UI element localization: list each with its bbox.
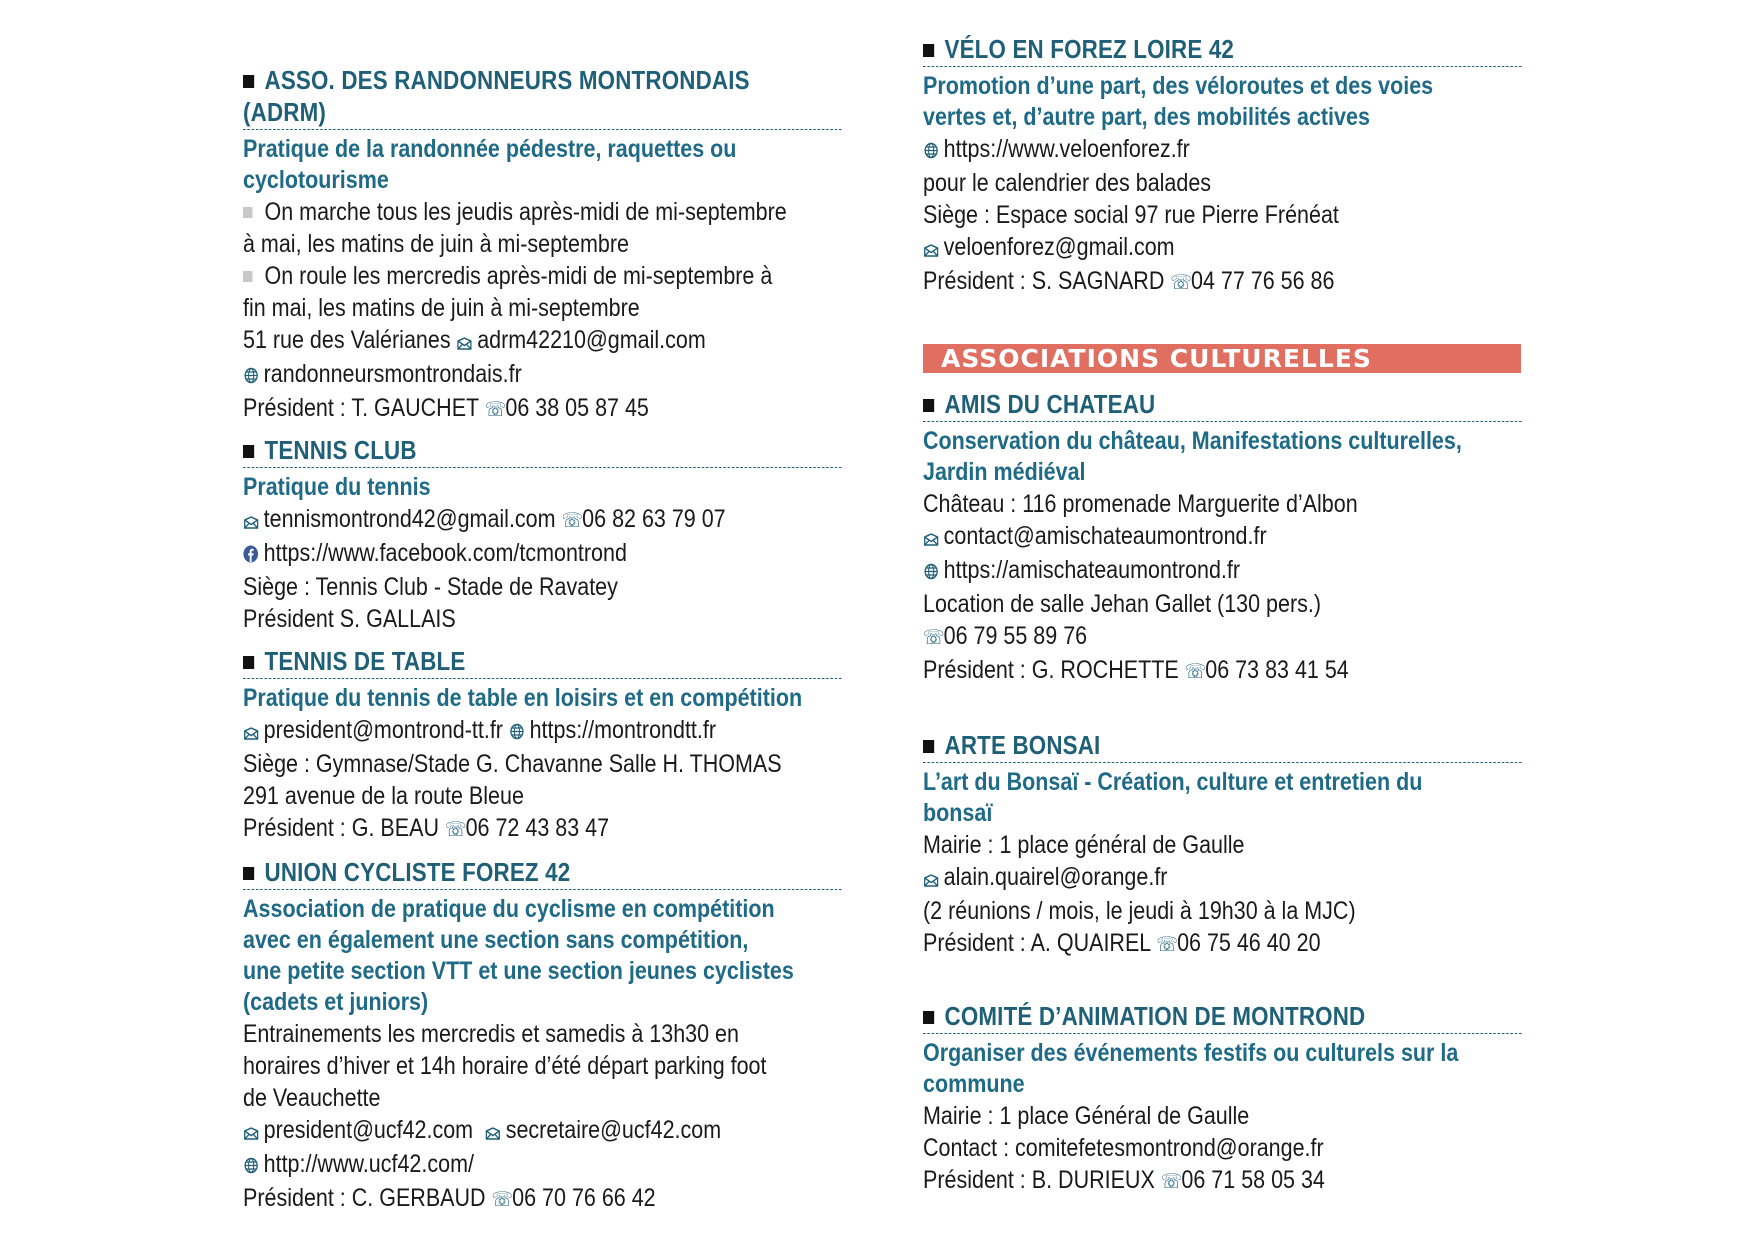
- envelope-icon: [243, 505, 258, 537]
- president-line: Président : A. QUAIREL ☏06 75 46 40 20: [923, 927, 1522, 961]
- website-link[interactable]: https://montrondtt.fr: [529, 716, 716, 744]
- section-banner-culturelles: [923, 344, 1521, 373]
- email-link[interactable]: veloenforez@gmail.com: [943, 233, 1175, 261]
- email-link[interactable]: contact@amischateaumontrond.fr: [943, 522, 1267, 550]
- phone-number[interactable]: 06 70 76 66 42: [512, 1184, 656, 1212]
- entry-adrm: [243, 64, 843, 426]
- address-line: Château : 116 promenade Marguerite d’Albon: [923, 490, 1358, 518]
- facebook-line: [243, 537, 842, 571]
- globe-icon: [923, 135, 938, 167]
- contact-line: [243, 714, 842, 748]
- email-line: [923, 861, 1522, 895]
- entry-tennis-club: [243, 434, 843, 635]
- section-banner-label: ASSOCIATIONS CULTURELLES: [941, 344, 1372, 373]
- phone-icon: ☏: [484, 399, 507, 421]
- phone-number[interactable]: 06 82 63 79 07: [582, 505, 726, 533]
- phone-icon: ☏: [444, 819, 467, 841]
- envelope-icon: [243, 1116, 258, 1148]
- entry-title: TENNIS CLUB: [243, 434, 842, 468]
- entry-velo-forez: [923, 33, 1523, 299]
- phone-icon: ☏: [1170, 272, 1192, 294]
- phone-number[interactable]: 06 38 05 87 45: [505, 394, 649, 422]
- grey-bullet-icon: [243, 271, 252, 282]
- text-line: de Veauchette: [243, 1084, 381, 1112]
- phone-icon: ☏: [923, 627, 945, 649]
- president-line: Président : G. BEAU ☏06 72 43 83 47: [243, 812, 842, 846]
- siege-line: Siège : Gymnase/Stade G. Chavanne Salle H. THOMAS: [243, 750, 782, 778]
- location-phone-line: [923, 620, 1522, 654]
- entry-title: UNION CYCLISTE FOREZ 42: [243, 856, 842, 890]
- email-link[interactable]: alain.quairel@orange.fr: [943, 863, 1168, 891]
- address-line: [243, 324, 842, 358]
- phone-icon: ☏: [1160, 1171, 1183, 1193]
- envelope-icon: [923, 863, 938, 895]
- president-line: Président : B. DURIEUX ☏06 71 58 05 34: [923, 1164, 1522, 1198]
- meetings-line: (2 réunions / mois, le jeudi à 19h30 à la MJC): [923, 897, 1356, 925]
- bullet-item-cont: fin mai, les matins de juin à mi-septembre: [243, 294, 640, 322]
- facebook-icon: [243, 539, 258, 571]
- globe-icon: [923, 556, 938, 588]
- square-bullet-icon: [923, 740, 934, 753]
- president-line: Président : C. GERBAUD ☏06 70 76 66 42: [243, 1182, 842, 1216]
- entry-subtitle: Pratique du tennis de table en loisirs et en compétition: [243, 684, 803, 712]
- entry-title: ARTE BONSAI: [923, 729, 1522, 763]
- square-bullet-icon: [243, 75, 254, 88]
- contact-line: Contact : comitefetesmontrond@orange.fr: [923, 1134, 1324, 1162]
- president-line: Président S. GALLAIS: [243, 605, 456, 633]
- phone-icon: ☏: [491, 1189, 514, 1211]
- entry-subtitle: Organiser des événements festifs ou culturels sur la commune: [923, 1039, 1459, 1098]
- entry-union-cycliste: [243, 856, 843, 1216]
- location-line: Location de salle Jehan Gallet (130 pers.): [923, 590, 1321, 618]
- phone-icon: ☏: [1184, 661, 1207, 683]
- entry-subtitle: Association de pratique du cyclisme en compétition avec en également une section sans compétition, une petite section VTT et une section jeunes cyclistes (cadets et juniors): [243, 895, 794, 1016]
- email-link[interactable]: president@ucf42.com: [263, 1116, 474, 1144]
- website-link[interactable]: http://www.ucf42.com/: [263, 1150, 474, 1178]
- envelope-icon: [923, 522, 938, 554]
- text-line: pour le calendrier des balades: [923, 169, 1212, 197]
- email-line: [923, 231, 1522, 265]
- entry-subtitle: Pratique de la randonnée pédestre, raquettes ou cyclotourisme: [243, 135, 737, 194]
- square-bullet-icon: [243, 867, 254, 880]
- phone-number[interactable]: 04 77 76 56 86: [1190, 267, 1335, 295]
- phone-number[interactable]: 06 75 46 40 20: [1177, 929, 1321, 957]
- entry-title: VÉLO EN FOREZ LOIRE 42: [923, 33, 1522, 67]
- entry-title: COMITÉ D’ANIMATION DE MONTROND: [923, 1000, 1522, 1034]
- phone-number[interactable]: 06 73 83 41 54: [1205, 656, 1349, 684]
- entry-comite-animation: [923, 1000, 1523, 1198]
- siege-line: Siège : Tennis Club - Stade de Ravatey: [243, 573, 618, 601]
- envelope-icon: [485, 1116, 500, 1148]
- square-bullet-icon: [923, 399, 934, 412]
- website-line: [923, 554, 1522, 588]
- entry-title: AMIS DU CHATEAU: [923, 388, 1522, 422]
- text-line: horaires d’hiver et 14h horaire d’été départ parking foot: [243, 1052, 767, 1080]
- phone-number[interactable]: 06 79 55 89 76: [943, 622, 1088, 650]
- facebook-link[interactable]: https://www.facebook.com/tcmontrond: [263, 539, 627, 567]
- entry-subtitle: Conservation du château, Manifestations culturelles, Jardin médiéval: [923, 427, 1462, 486]
- entry-tennis-de-table: [243, 645, 843, 846]
- website-line: [923, 133, 1522, 167]
- president-line: Président : G. ROCHETTE ☏06 73 83 41 54: [923, 654, 1522, 688]
- entry-title: TENNIS DE TABLE: [243, 645, 842, 679]
- entry-subtitle: L’art du Bonsaï - Création, culture et entretien du bonsaï: [923, 768, 1423, 827]
- entry-arte-bonsai: [923, 729, 1523, 961]
- entry-amis-chateau: [923, 388, 1523, 688]
- globe-icon: [243, 1150, 258, 1182]
- website-line: [243, 358, 842, 392]
- globe-icon: [509, 716, 524, 748]
- website-link[interactable]: randonneursmontrondais.fr: [263, 360, 522, 388]
- entry-title: ASSO. DES RANDONNEURS MONTRONDAIS (ADRM): [243, 64, 842, 130]
- website-line: [243, 1148, 842, 1182]
- text-line: Entrainements les mercredis et samedis à 13h30 en: [243, 1020, 739, 1048]
- email-link[interactable]: adrm42210@gmail.com: [477, 326, 706, 354]
- address-line: Mairie : 1 place général de Gaulle: [923, 831, 1245, 859]
- website-link[interactable]: https://www.veloenforez.fr: [943, 135, 1190, 163]
- president-line: Président : T. GAUCHET ☏06 38 05 87 45: [243, 392, 842, 426]
- address-text: 51 rue des Valérianes: [243, 326, 451, 354]
- email-link[interactable]: secretaire@ucf42.com: [505, 1116, 722, 1144]
- phone-number[interactable]: 06 72 43 83 47: [465, 814, 610, 842]
- email-link[interactable]: tennismontrond42@gmail.com: [263, 505, 556, 533]
- envelope-icon: [243, 716, 258, 748]
- entry-subtitle: Pratique du tennis: [243, 473, 431, 501]
- bullet-item-cont: à mai, les matins de juin à mi-septembre: [243, 230, 629, 258]
- website-link[interactable]: https://amischateaumontrond.fr: [943, 556, 1241, 584]
- contact-line: [243, 1114, 842, 1148]
- envelope-icon: [457, 326, 472, 358]
- square-bullet-icon: [243, 656, 254, 669]
- bullet-item: On marche tous les jeudis après-midi de mi-septembre: [243, 196, 842, 228]
- phone-icon: ☏: [1156, 934, 1178, 956]
- square-bullet-icon: [923, 1011, 934, 1024]
- phone-icon: ☏: [561, 510, 584, 532]
- envelope-icon: [923, 233, 938, 265]
- square-bullet-icon: [923, 44, 934, 57]
- siege-line: Siège : Espace social 97 rue Pierre Frénéat: [923, 201, 1339, 229]
- entry-subtitle: Promotion d’une part, des véloroutes et des voies vertes et, d’autre part, des mobilités actives: [923, 72, 1434, 131]
- email-link[interactable]: president@montrond-tt.fr: [263, 716, 503, 744]
- bullet-item: On roule les mercredis après-midi de mi-septembre à: [243, 260, 842, 292]
- address-line: 291 avenue de la route Bleue: [243, 782, 524, 810]
- grey-bullet-icon: [243, 207, 252, 218]
- square-bullet-icon: [243, 445, 254, 458]
- globe-icon: [243, 360, 258, 392]
- phone-number[interactable]: 06 71 58 05 34: [1181, 1166, 1325, 1194]
- address-line: Mairie : 1 place Général de Gaulle: [923, 1102, 1250, 1130]
- email-line: [923, 520, 1522, 554]
- president-line: Président : S. SAGNARD ☏04 77 76 56 86: [923, 265, 1522, 299]
- contact-line: [243, 503, 842, 537]
